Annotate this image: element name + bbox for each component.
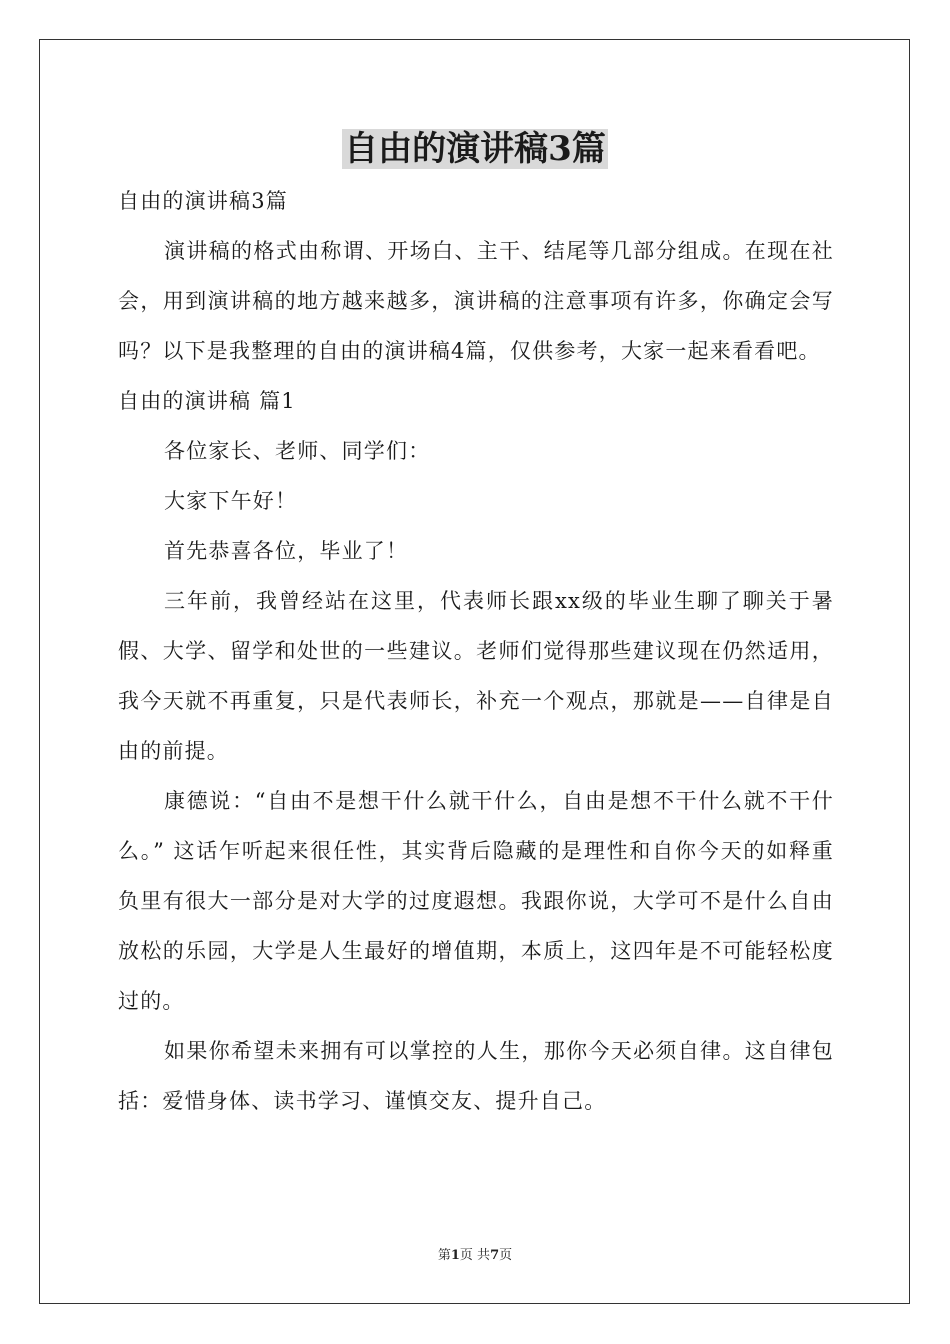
page-number-mid: 页 共 — [459, 1248, 491, 1263]
document-title — [0, 124, 950, 174]
page-number-total: 7 — [490, 1248, 500, 1263]
page-number-suffix: 页 — [499, 1248, 513, 1263]
section-heading: 自由的演讲稿 篇1 — [118, 389, 296, 413]
document-body — [118, 176, 834, 1126]
document-title-text: 自由的演讲稿3篇 — [344, 129, 606, 169]
salutation-paragraph: 各位家长、老师、同学们： — [164, 439, 431, 463]
page-footer — [0, 1246, 950, 1266]
intro-paragraph: 演讲稿的格式由称谓、开场白、主干、结尾等几部分组成。在现在社会，用到演讲稿的地方越来越多，演讲稿的注意事项有许多，你确定会写吗？以下是我整理的自由的演讲稿4篇，仅供参考，大家一起来看看吧。 — [118, 239, 834, 363]
congratulation-paragraph: 首先恭喜各位，毕业了！ — [164, 539, 409, 563]
page-number-current: 1 — [450, 1248, 460, 1263]
body-paragraph: 如果你希望未来拥有可以掌控的人生，那你今天必须自律。这自律包括：爱惜身体、读书学习、谨慎交友、提升自己。 — [118, 1039, 834, 1113]
greeting-paragraph: 大家下午好！ — [164, 489, 298, 513]
subtitle-line: 自由的演讲稿3篇 — [118, 189, 288, 213]
page-number-prefix: 第 — [437, 1248, 451, 1263]
body-paragraph: 康德说：“自由不是想干什么就干什么，自由是想不干什么就不干什么。” 这话乍听起来很任性，其实背后隐藏的是理性和自你今天的如释重负里有很大一部分是对大学的过度遐想。我跟你说，大学可不是什么自由放松的乐园，大学是人生最好的增值期，本质上，这四年是不可能轻松度过的。 — [118, 789, 834, 1013]
body-paragraph: 三年前，我曾经站在这里，代表师长跟xx级的毕业生聊了聊关于暑假、大学、留学和处世的一些建议。老师们觉得那些建议现在仍然适用，我今天就不再重复，只是代表师长，补充一个观点，那就是——自律是自由的前提。 — [118, 589, 834, 763]
